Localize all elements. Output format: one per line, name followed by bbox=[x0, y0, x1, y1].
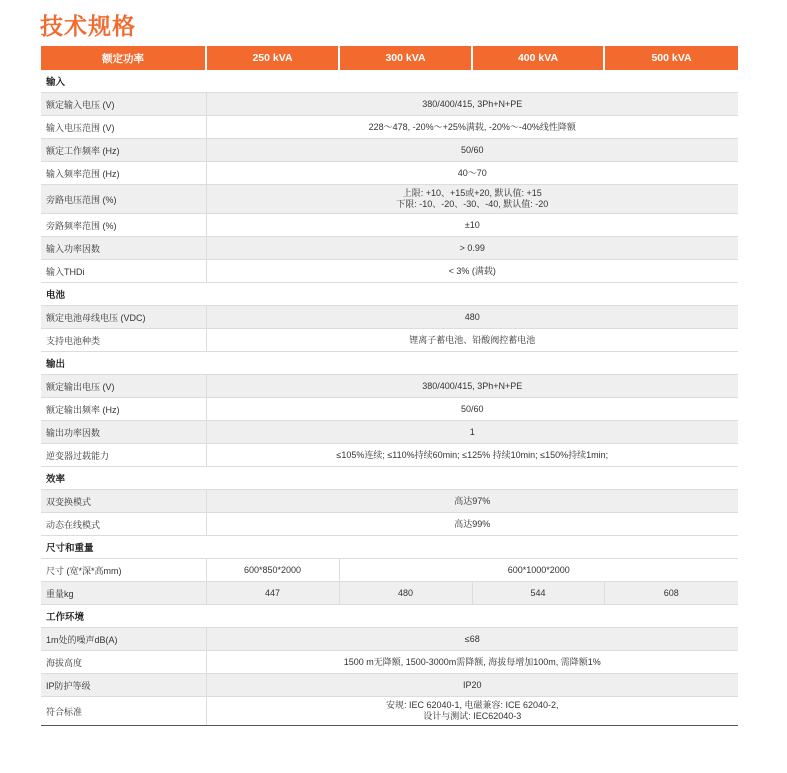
table-row bbox=[41, 697, 738, 726]
table-row bbox=[41, 93, 738, 116]
spec-table bbox=[41, 46, 738, 726]
value-line: 下限: -10、-20、-30、-40, 默认值: -20 bbox=[396, 199, 549, 209]
value-line: 安规: IEC 62040-1, 电磁兼容: ICE 62040-2, bbox=[385, 700, 559, 710]
table-row bbox=[41, 116, 738, 139]
section-title: 输入 bbox=[41, 70, 738, 93]
table-row bbox=[41, 214, 738, 237]
value-line: 设计与测试: IEC62040-3 bbox=[423, 711, 522, 721]
table-row bbox=[41, 674, 738, 697]
row-label: 海拔高度 bbox=[41, 651, 206, 674]
table-row bbox=[41, 237, 738, 260]
section-title: 效率 bbox=[41, 467, 738, 490]
header-rated-power: 额定功率 bbox=[41, 46, 206, 70]
row-label: 输入频率范围 (Hz) bbox=[41, 162, 206, 185]
table-row bbox=[41, 260, 738, 283]
row-value bbox=[206, 697, 738, 726]
table-row bbox=[41, 582, 738, 605]
table-row bbox=[41, 306, 738, 329]
row-value: 380/400/415, 3Ph+N+PE bbox=[206, 93, 738, 116]
row-value: 1 bbox=[206, 421, 738, 444]
row-label: 输出功率因数 bbox=[41, 421, 206, 444]
row-label: 双变换模式 bbox=[41, 490, 206, 513]
section-battery bbox=[41, 283, 738, 306]
table-row bbox=[41, 490, 738, 513]
table-row bbox=[41, 421, 738, 444]
row-value: 锂离子蓄电池、铅酸阀控蓄电池 bbox=[206, 329, 738, 352]
row-value: 高达99% bbox=[206, 513, 738, 536]
table-row bbox=[41, 559, 738, 582]
section-title: 输出 bbox=[41, 352, 738, 375]
table-row bbox=[41, 444, 738, 467]
table-row bbox=[41, 398, 738, 421]
table-row bbox=[41, 185, 738, 214]
header-model-300: 300 kVA bbox=[339, 46, 472, 70]
page-title: 技术规格 bbox=[40, 14, 136, 40]
row-value: ≤68 bbox=[206, 628, 738, 651]
table-row bbox=[41, 139, 738, 162]
table-row bbox=[41, 162, 738, 185]
row-label: 符合标准 bbox=[41, 697, 206, 726]
section-title: 工作环境 bbox=[41, 605, 738, 628]
header-model-250: 250 kVA bbox=[206, 46, 339, 70]
header-model-400: 400 kVA bbox=[472, 46, 604, 70]
table-row bbox=[41, 651, 738, 674]
row-value: 50/60 bbox=[206, 398, 738, 421]
row-value: 50/60 bbox=[206, 139, 738, 162]
row-value: IP20 bbox=[206, 674, 738, 697]
row-label: 支持电池种类 bbox=[41, 329, 206, 352]
row-label: 重量kg bbox=[41, 582, 206, 605]
row-value: < 3% (满载) bbox=[206, 260, 738, 283]
section-efficiency bbox=[41, 467, 738, 490]
value-line: 上限: +10、+15或+20, 默认值: +15 bbox=[402, 188, 542, 198]
row-label: 输入功率因数 bbox=[41, 237, 206, 260]
section-title: 尺寸和重量 bbox=[41, 536, 738, 559]
section-output bbox=[41, 352, 738, 375]
size-value-250: 600*850*2000 bbox=[206, 559, 339, 582]
row-label: 旁路频率范围 (%) bbox=[41, 214, 206, 237]
row-label: 输入电压范围 (V) bbox=[41, 116, 206, 139]
row-label: 逆变器过载能力 bbox=[41, 444, 206, 467]
weight-value-400: 544 bbox=[472, 582, 604, 605]
row-value: 高达97% bbox=[206, 490, 738, 513]
row-value: 228～478, -20%～+25%满载, -20%～-40%线性降额 bbox=[206, 116, 738, 139]
row-value: 40～70 bbox=[206, 162, 738, 185]
row-label: 额定输入电压 (V) bbox=[41, 93, 206, 116]
row-value: 480 bbox=[206, 306, 738, 329]
section-input bbox=[41, 70, 738, 93]
row-label: 额定工作频率 (Hz) bbox=[41, 139, 206, 162]
row-label: 额定电池母线电压 (VDC) bbox=[41, 306, 206, 329]
weight-value-250: 447 bbox=[206, 582, 339, 605]
row-value: ≤105%连续; ≤110%持续60min; ≤125% 持续10min; ≤150%持续1min; bbox=[206, 444, 738, 467]
size-value-other: 600*1000*2000 bbox=[339, 559, 738, 582]
row-label: 旁路电压范围 (%) bbox=[41, 185, 206, 214]
row-label: 额定输出频率 (Hz) bbox=[41, 398, 206, 421]
weight-value-500: 608 bbox=[604, 582, 738, 605]
table-row bbox=[41, 375, 738, 398]
section-environment bbox=[41, 605, 738, 628]
row-label: 输入THDi bbox=[41, 260, 206, 283]
header-model-500: 500 kVA bbox=[604, 46, 738, 70]
row-label: 尺寸 (宽*深*高mm) bbox=[41, 559, 206, 582]
weight-value-300: 480 bbox=[339, 582, 472, 605]
row-label: 额定输出电压 (V) bbox=[41, 375, 206, 398]
row-value: ±10 bbox=[206, 214, 738, 237]
table-row bbox=[41, 628, 738, 651]
section-title: 电池 bbox=[41, 283, 738, 306]
row-value: 380/400/415, 3Ph+N+PE bbox=[206, 375, 738, 398]
row-label: 动态在线模式 bbox=[41, 513, 206, 536]
row-value bbox=[206, 185, 738, 214]
row-value: > 0.99 bbox=[206, 237, 738, 260]
table-row bbox=[41, 513, 738, 536]
row-value: 1500 m无降额, 1500-3000m需降额, 海拔每增加100m, 需降额1% bbox=[206, 651, 738, 674]
section-dimensions bbox=[41, 536, 738, 559]
row-label: IP防护等级 bbox=[41, 674, 206, 697]
row-label: 1m处的噪声dB(A) bbox=[41, 628, 206, 651]
table-row bbox=[41, 329, 738, 352]
table-header-row bbox=[41, 46, 738, 70]
